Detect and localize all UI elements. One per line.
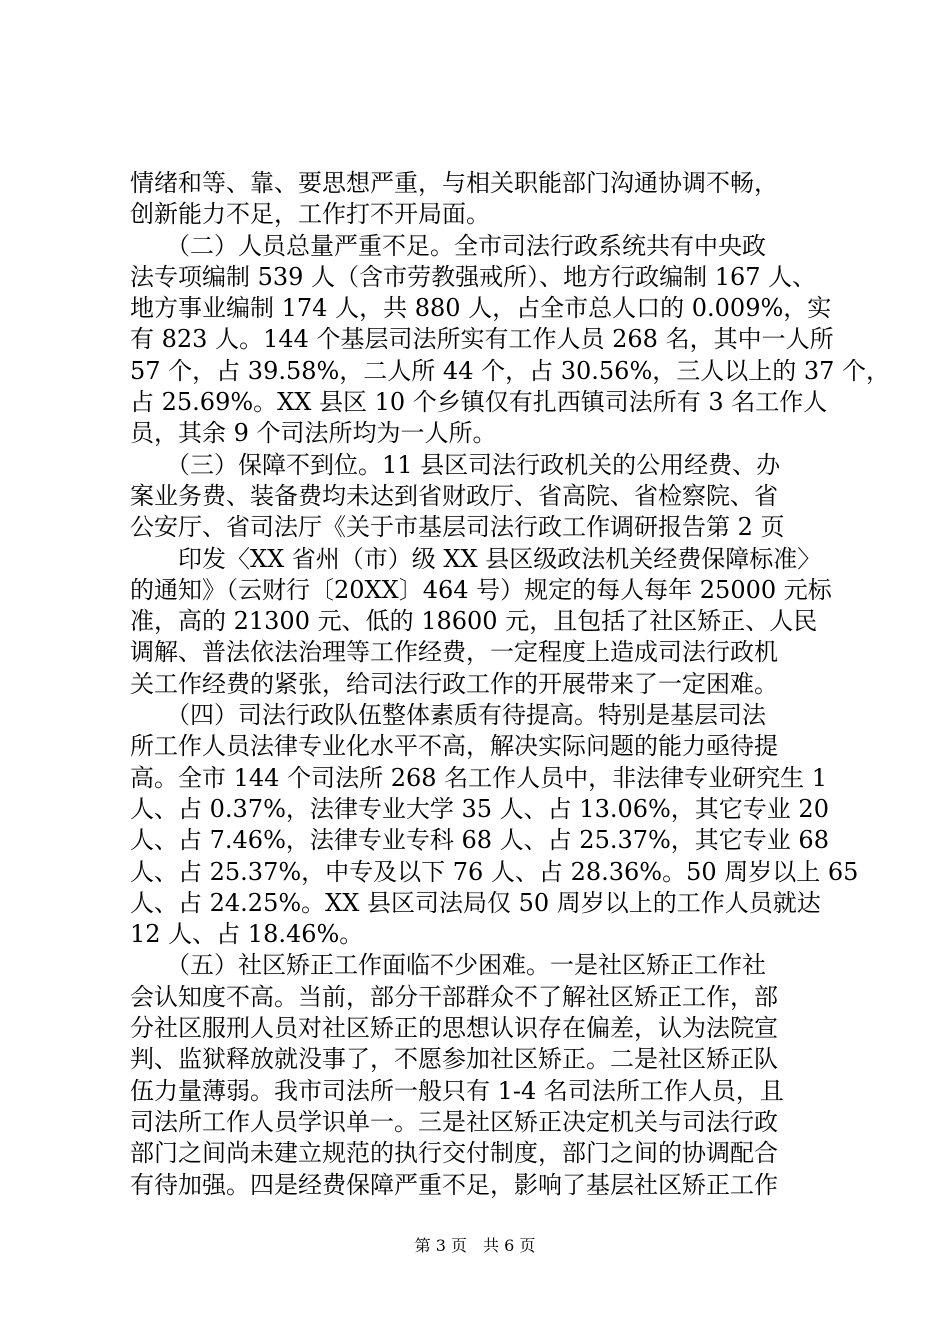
- text-line: 员，其余 9 个司法所均为一人所。: [130, 419, 497, 448]
- text-line: 伍力量薄弱。我市司法所一般只有 1-4 名司法所工作人员，且: [130, 1076, 784, 1105]
- text-line: 公安厅、省司法厅《关于市基层司法行政工作调研报告第 2 页: [130, 513, 785, 542]
- text-line: （二）人员总量严重不足。全市司法行政系统共有中央政: [130, 231, 766, 260]
- body-text: [130, 168, 891, 1201]
- text-line: （四）司法行政队伍整体素质有待提高。特别是基层司法: [130, 701, 766, 730]
- text-line: 法专项编制 539 人（含市劳教强戒所）、地方行政编制 167 人、: [130, 262, 817, 291]
- text-line: 57 个，占 39.58%，二人所 44 个，占 30.56%，三人以上的 37 个，: [130, 356, 891, 385]
- text-line: 情绪和等、靠、要思想严重，与相关职能部门沟通协调不畅，: [130, 169, 778, 197]
- text-line: 地方事业编制 174 人，共 880 人，占全市总人口的 0.009%，实: [130, 294, 832, 323]
- text-line: 司法所工作人员学识单一。三是社区矫正决定机关与司法行政: [130, 1107, 778, 1136]
- text-line: 部门之间尚未建立规范的执行交付制度，部门之间的协调配合: [130, 1139, 778, 1168]
- page-footer: [0, 1233, 950, 1256]
- text-line: 案业务费、装备费均未达到省财政厅、省高院、省检察院、省: [130, 481, 778, 510]
- text-line: 准，高的 21300 元、低的 18600 元，且包括了社区矫正、人民: [130, 607, 818, 636]
- text-line: 创新能力不足，工作打不开局面。: [130, 200, 490, 229]
- text-line: 人、占 7.46%，法律专业专科 68 人、占 25.37%，其它专业 68: [130, 826, 829, 855]
- text-line: 12 人、占 18.46%。: [130, 920, 364, 949]
- text-line: 所工作人员法律专业化水平不高，解决实际问题的能力亟待提: [130, 732, 778, 761]
- text-line: （五）社区矫正工作面临不少困难。一是社区矫正工作社: [130, 951, 766, 980]
- text-line: 高。全市 144 个司法所 268 名工作人员中，非法律专业研究生 1: [130, 763, 828, 792]
- text-line: 人、占 24.25%。XX 县区司法局仅 50 周岁以上的工作人员就达: [130, 888, 821, 917]
- text-line: 占 25.69%。XX 县区 10 个乡镇仅有扎西镇司法所有 3 名工作人: [130, 388, 828, 417]
- text-line: 的通知》（云财行〔20XX〕464 号）规定的每人每年 25000 元标: [130, 575, 832, 604]
- text-line: 会认知度不高。当前，部分干部群众不了解社区矫正工作，部: [130, 982, 778, 1011]
- text-line: 关工作经费的紧张，给司法行政工作的开展带来了一定困难。: [130, 669, 778, 698]
- text-line: 有 823 人。144 个基层司法所实有工作人员 268 名，其中一人所: [130, 325, 834, 354]
- page-number: 第 3 页 共 6 页: [414, 1236, 536, 1255]
- text-line: 判、监狱释放就没事了，不愿参加社区矫正。二是社区矫正队: [130, 1045, 778, 1074]
- text-line: 调解、普法依法治理等工作经费，一定程度上造成司法行政机: [130, 638, 778, 667]
- text-line: （三）保障不到位。11 县区司法行政机关的公用经费、办: [130, 450, 781, 479]
- text-line: 人、占 25.37%，中专及以下 76 人、占 28.36%。50 周岁以上 65: [130, 857, 859, 886]
- text-line: 有待加强。四是经费保障严重不足，影响了基层社区矫正工作: [130, 1170, 778, 1199]
- text-line: 印发〈XX 省州（市）级 XX 县区级政法机关经费保障标准〉: [130, 544, 822, 573]
- text-line: 分社区服刑人员对社区矫正的思想认识存在偏差，认为法院宣: [130, 1014, 778, 1043]
- text-line: 人、占 0.37%，法律专业大学 35 人、占 13.06%，其它专业 20: [130, 794, 829, 823]
